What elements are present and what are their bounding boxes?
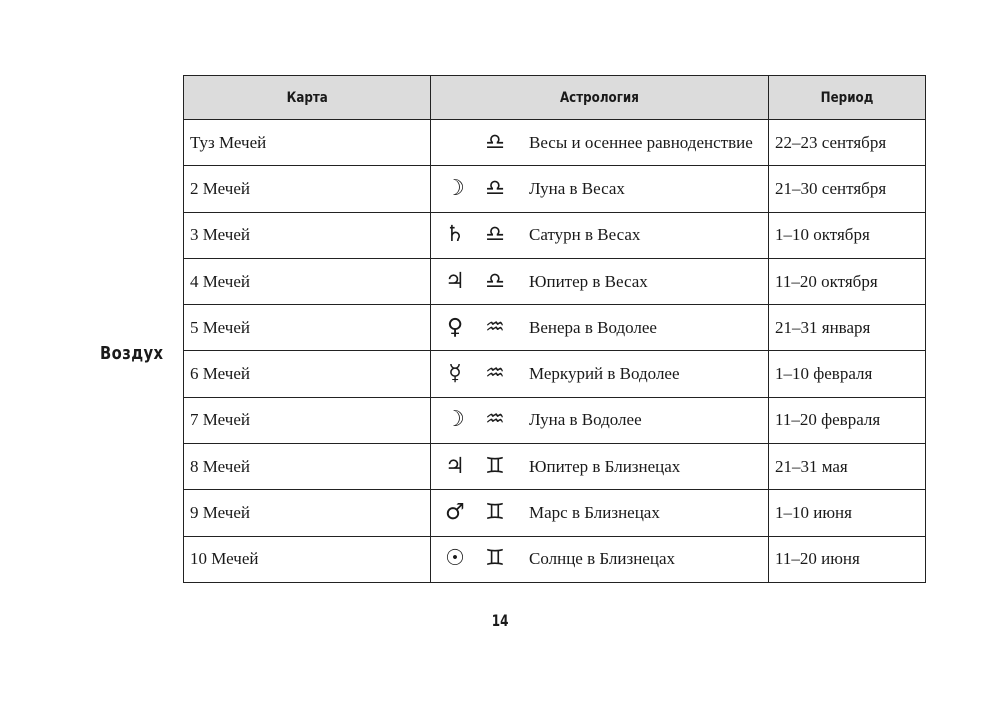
correspondence-table [183,75,926,583]
table-row [184,444,926,490]
mercury-icon: ☿ [448,361,462,387]
astrology-text: Меркурий в Водолее [529,364,680,384]
sun-icon: ☉ [445,546,465,572]
aquarius-icon: ♒ [485,314,505,340]
astrology-cell [431,490,769,536]
card-cell: 6 Мечей [184,351,431,397]
card-cell: Туз Мечей [184,120,431,166]
astrology-cell [431,444,769,490]
gemini-icon: ♊ [485,453,505,479]
page-number: 14 [491,611,509,630]
astrology-cell [431,212,769,258]
astrology-cell [431,166,769,212]
astrology-text: Луна в Весах [529,178,625,198]
astrology-cell [431,258,769,304]
astrology-text: Юпитер в Близнецах [529,456,681,476]
card-cell: 3 Мечей [184,212,431,258]
libra-icon: ♎ [485,268,505,294]
aquarius-icon: ♒ [485,361,505,387]
astrology-text: Солнце в Близнецах [529,549,675,569]
astrology-cell [431,351,769,397]
header-astrology: Астрология [431,76,769,120]
card-cell: 10 Мечей [184,536,431,582]
libra-icon: ♎ [485,175,505,201]
aquarius-icon: ♒ [485,407,505,433]
table-header-row [184,76,926,120]
card-cell: 7 Мечей [184,397,431,443]
astrology-cell [431,305,769,351]
period-cell: 21–31 января [769,305,926,351]
astrology-text: Луна в Водолее [529,410,642,430]
card-cell: 9 Мечей [184,490,431,536]
period-cell: 21–30 сентября [769,166,926,212]
jupiter-icon: ♃ [445,453,465,479]
astrology-text: Марс в Близнецах [529,503,660,523]
element-label: Воздух [100,343,164,364]
card-cell: 4 Мечей [184,258,431,304]
header-card: Карта [184,76,431,120]
period-cell: 1–10 октября [769,212,926,258]
astrology-cell [431,536,769,582]
astrology-cell [431,120,769,166]
table-row [184,351,926,397]
jupiter-icon: ♃ [445,268,465,294]
gemini-icon: ♊ [485,500,505,526]
period-cell: 21–31 мая [769,444,926,490]
astrology-cell [431,397,769,443]
table-row [184,166,926,212]
header-period: Период [769,76,926,120]
card-cell: 2 Мечей [184,166,431,212]
table-row [184,397,926,443]
saturn-icon: ♄ [445,222,465,248]
astrology-text: Сатурн в Весах [529,225,641,245]
period-cell: 11–20 октября [769,258,926,304]
astrology-text: Юпитер в Весах [529,271,648,291]
card-cell: 5 Мечей [184,305,431,351]
moon-icon: ☽ [445,407,465,433]
period-cell: 11–20 июня [769,536,926,582]
mars-icon: ♂ [445,500,465,526]
card-cell: 8 Мечей [184,444,431,490]
period-cell: 11–20 февраля [769,397,926,443]
period-cell: 22–23 сентября [769,120,926,166]
period-cell: 1–10 июня [769,490,926,536]
table-row [184,305,926,351]
libra-icon: ♎ [485,129,505,155]
table-row [184,490,926,536]
table-row [184,212,926,258]
libra-icon: ♎ [485,222,505,248]
astrology-text: Венера в Водолее [529,317,657,337]
period-cell: 1–10 февраля [769,351,926,397]
table-row [184,536,926,582]
venus-icon: ♀ [446,314,464,340]
table-row [184,120,926,166]
gemini-icon: ♊ [485,546,505,572]
moon-icon: ☽ [445,175,465,201]
astrology-text: Весы и осеннее равноденствие [529,132,753,152]
table-row [184,258,926,304]
